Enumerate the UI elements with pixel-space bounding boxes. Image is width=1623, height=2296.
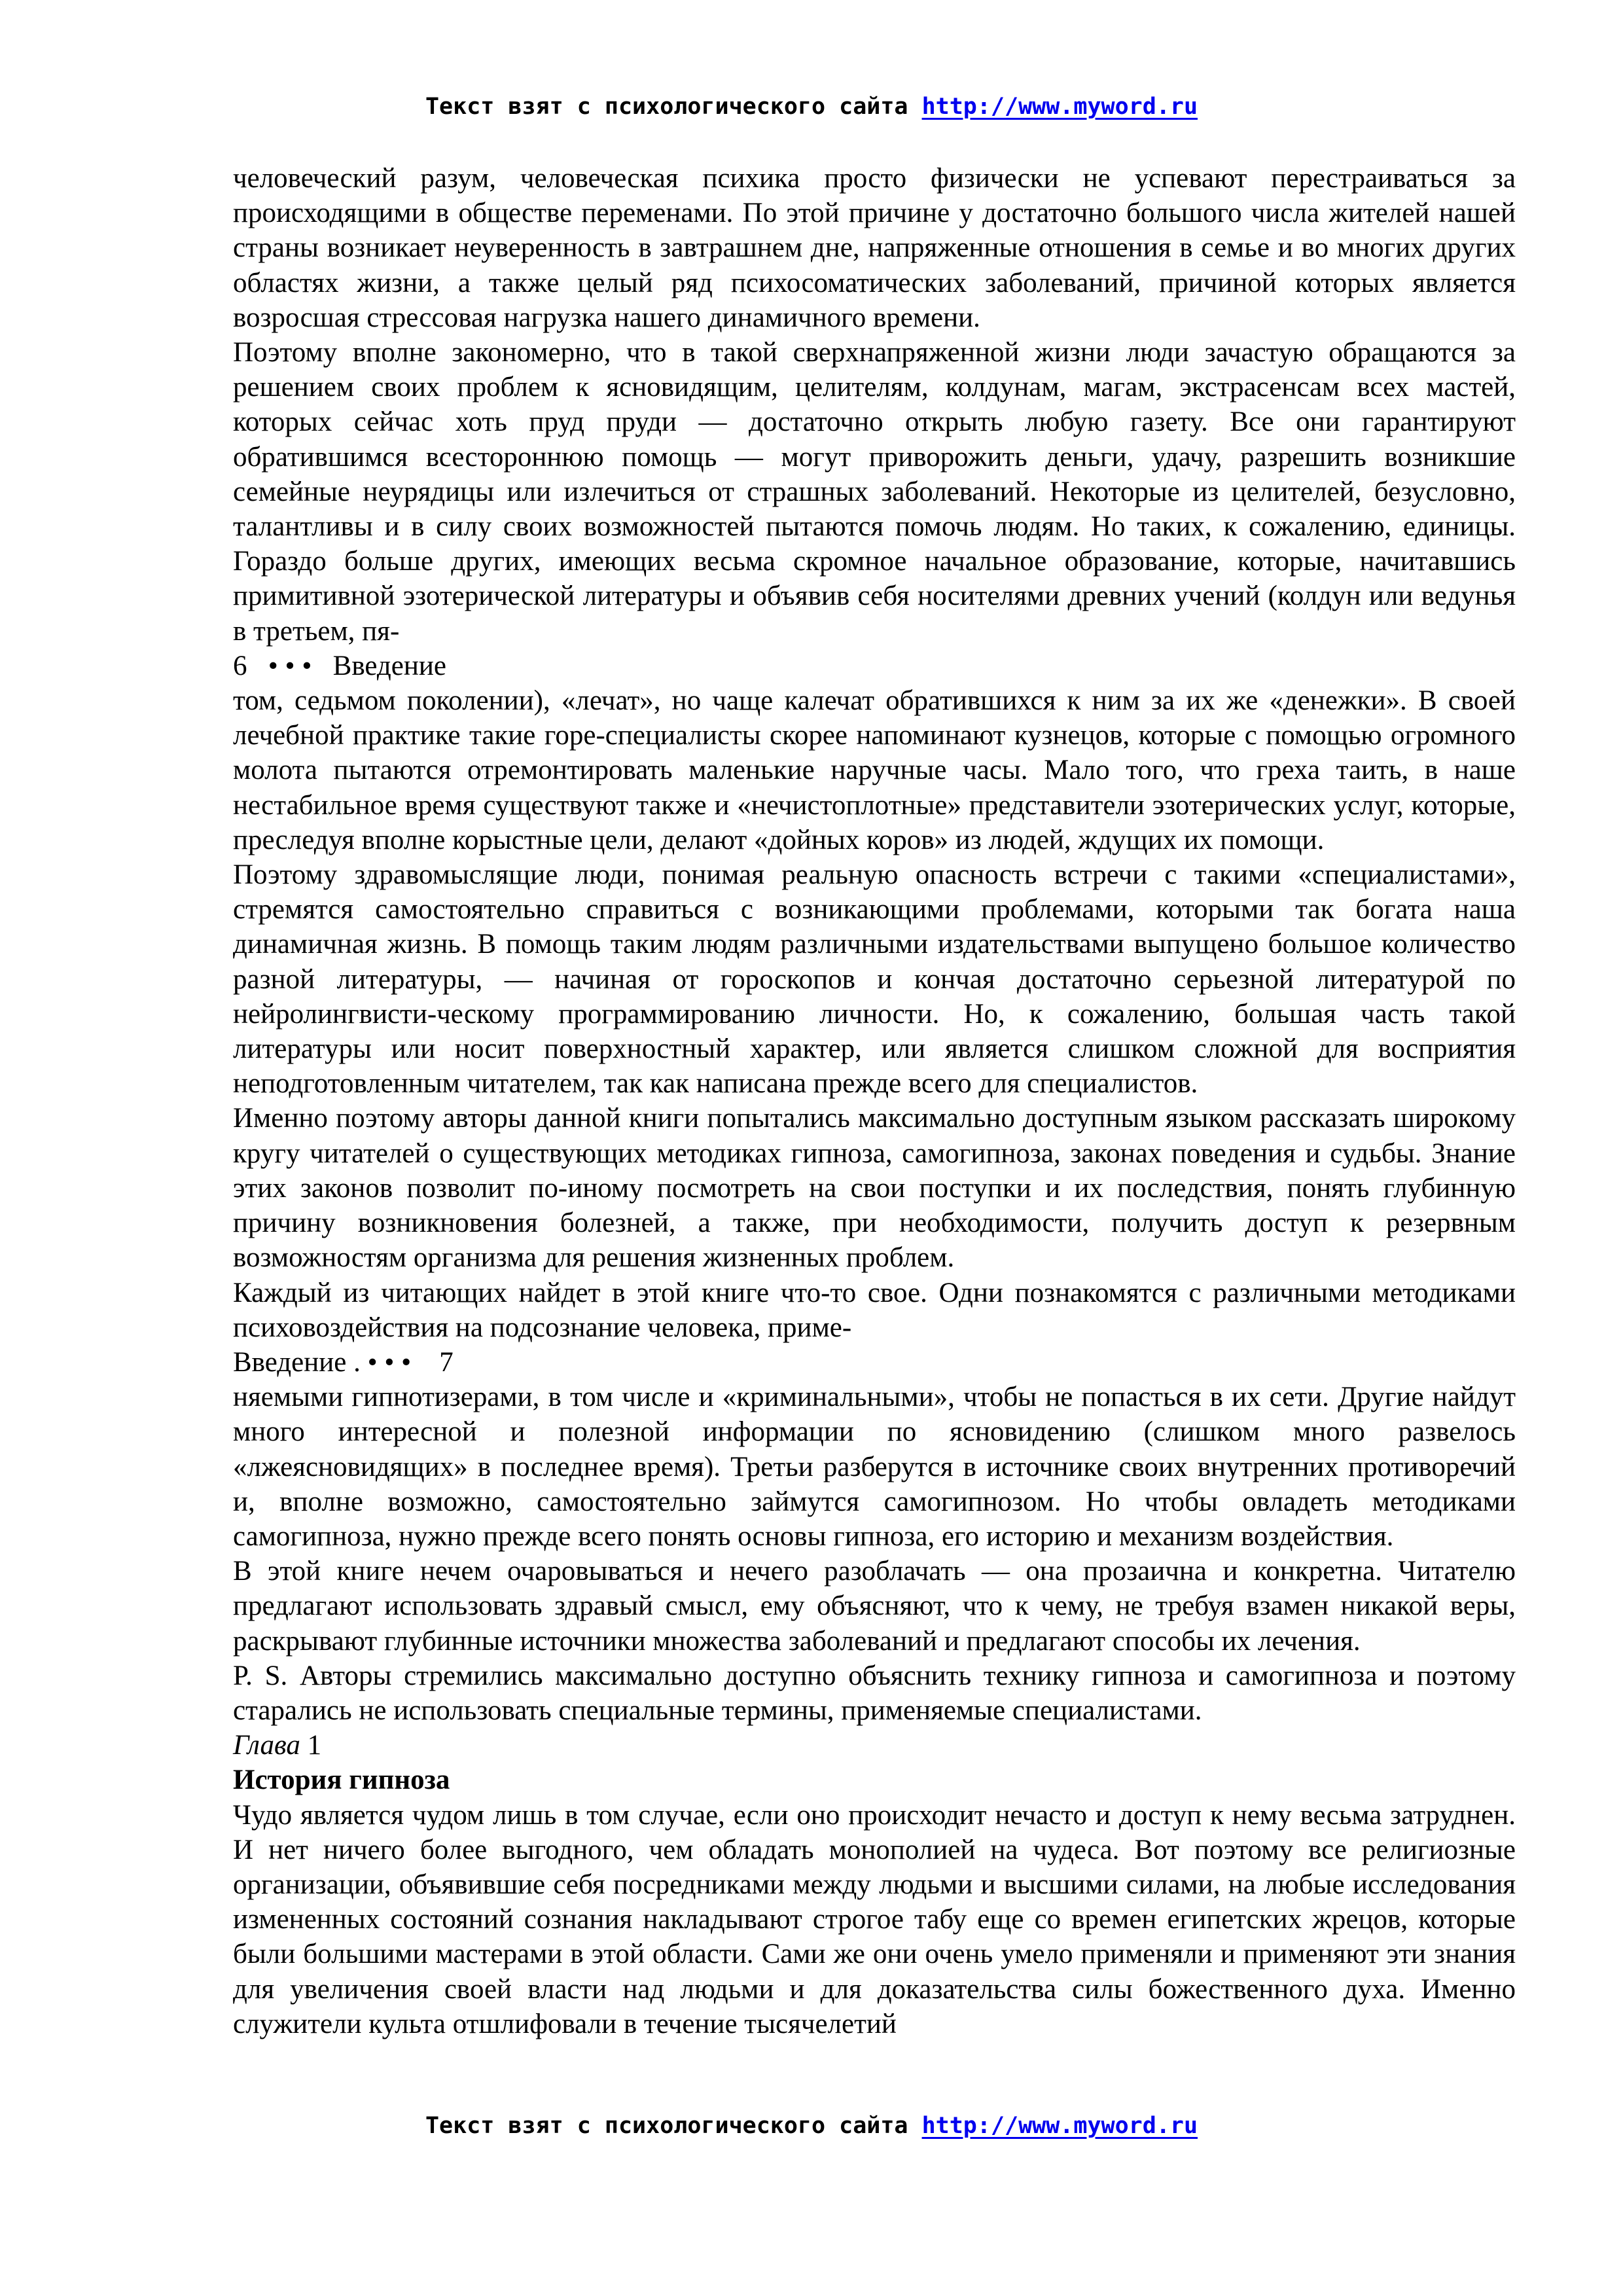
running-footer bbox=[0, 2109, 1623, 2142]
paragraph-2: Поэтому вполне закономерно, что в такой сверхнапряженной жизни люди зачастую обращаются за решением своих проблем к ясновидящим, целителям, колдунам, магам, экстрасенсам всех мастей, которых сейчас хоть пруд пруди — достаточно открыть любую газету. Все они гарантируют обратившимся всестороннюю помощь — могут приворожить деньги, удачу, разрешить возникшие семейные неурядицы или излечиться от страшных заболеваний. Некоторые из целителей, безусловно, талантливы и в силу своих возможностей пытаются помочь людям. Но таких, к сожалению, единицы. Гораздо больше других, имеющих весьма скромное начальное образование, которые, начитавшись примитивной эзотерической литературы и объявив себя носителями древних учений (колдун или ведунья в третьем, пя- bbox=[233, 337, 1516, 647]
paragraph-10: Чудо является чудом лишь в том случае, если оно происходит нечасто и доступ к нему весьма затруднен. И нет ничего более выгодного, чем обладать монополией на чудеса. Вот поэтому все религиозные организации, объявившие себя посредниками между людьми и высшими силами, на любые исследования измененных состояний сознания накладывают строгое табу еще со времен египетских жрецов, которые были большими мастерами в этой области. Сами же они очень умело применяли и применяют эти знания для увеличения своей власти над людьми и для доказательства силы божественного духа. Именно служители культа отшлифовали в течение тысячелетий bbox=[233, 1799, 1516, 2039]
paragraph-9: P. S. Авторы стремились максимально доступно объяснить технику гипноза и самогипноза и поэтому старались не использовать специальные термины, применяемые специалистами. bbox=[233, 1660, 1516, 1726]
running-header bbox=[0, 90, 1623, 123]
paragraph-3: том, седьмом поколении), «лечат», но чаще калечат обратившихся к ним за их же «денежки». В своей лечебной практике такие горе-специалисты скорее напоминают кузнецов, которые с помощью огромного молота пытаются отремонтировать маленькие наручные часы. Мало того, что греха таить, в наше нестабильное время существуют также и «нечистоплотные» представители эзотерических услуг, которые, преследуя вполне корыстные цели, делают «дойных коров» из людей, ждущих их помощи. bbox=[233, 685, 1516, 855]
chapter-number: 1 bbox=[307, 1730, 322, 1761]
chapter-title: История гипноза bbox=[233, 1765, 450, 1796]
paragraph-4: Поэтому здравомыслящие люди, понимая реальную опасность встречи с такими «специалистами», стремятся самостоятельно справиться с возникающими проблемами, которыми так богата наша динамичная жизнь. В помощь таким людям различными издательствами выпущено большое количество разной литературы, — начиная от гороскопов и кончая достаточно серьезной литературой по нейролингвисти-ческому программированию личности. Но, к сожалению, большая часть такой литературы или носит поверхностный характер, или является слишком сложной для восприятия неподготовленным читателем, так как написана прежде всего для специалистов. bbox=[233, 859, 1516, 1100]
footer-text: Текст взят с психологического сайта bbox=[425, 2113, 922, 2139]
footer-site-link[interactable]: http://www.myword.ru bbox=[921, 2113, 1198, 2139]
page-marker-7: Введение . • • • 7 bbox=[233, 1346, 454, 1378]
paragraph-8: В этой книге нечем очаровываться и нечего разоблачать — она прозаична и конкретна. Читателю предлагают использовать здравый смысл, ему объясняют, что к чему, не требуя взамен никакой веры, раскрывают глубинные источники множества заболеваний и предлагают способы их лечения. bbox=[233, 1556, 1516, 1657]
chapter-label-text: Глава bbox=[233, 1730, 300, 1761]
paragraph-6: Каждый из читающих найдет в этой книге что-то свое. Одни познакомятся с различными методиками психовоздействия на подсознание человека, приме- bbox=[233, 1277, 1516, 1343]
body-text bbox=[233, 161, 1516, 2041]
paragraph-5: Именно поэтому авторы данной книги попытались максимально доступным языком рассказать широкому кругу читателей о существующих методиках гипноза, самогипноза, законах поведения и судьбы. Знание этих законов позволит по-иному посмотреть на свои поступки и их последствия, понять глубинную причину возникновения болезней, а также, при необходимости, получить доступ к резервным возможностям организма для решения жизненных проблем. bbox=[233, 1103, 1516, 1274]
paragraph-7: няемыми гипнотизерами, в том числе и «криминальными», чтобы не попасться в их сети. Другие найдут много интересной и полезной информации по ясновидению (слишком много развелось «лжеясновидящих» в последнее время). Третьи разберутся в источнике своих внутренних противоречий и, вполне возможно, самостоятельно займутся самогипнозом. Но чтобы овладеть методиками самогипноза, нужно прежде всего понять основы гипноза, его историю и механизм воздействия. bbox=[233, 1382, 1516, 1552]
chapter-label bbox=[233, 1728, 1516, 1763]
header-site-link[interactable]: http://www.myword.ru bbox=[921, 94, 1198, 120]
page-marker-6: 6 • • • Введение bbox=[233, 650, 446, 681]
header-text: Текст взят с психологического сайта bbox=[425, 94, 922, 120]
paragraph-1: человеческий разум, человеческая психика просто физически не успевают перестраиваться за происходящими в обществе переменами. По этой причине у достаточно большого числа жителей нашей страны возникает неуверенность в завтрашнем дне, напряженные отношения в семье и во многих других областях жизни, а также целый ряд психосоматических заболеваний, причиной которых является возросшая стрессовая нагрузка нашего динамичного времени. bbox=[233, 163, 1516, 333]
